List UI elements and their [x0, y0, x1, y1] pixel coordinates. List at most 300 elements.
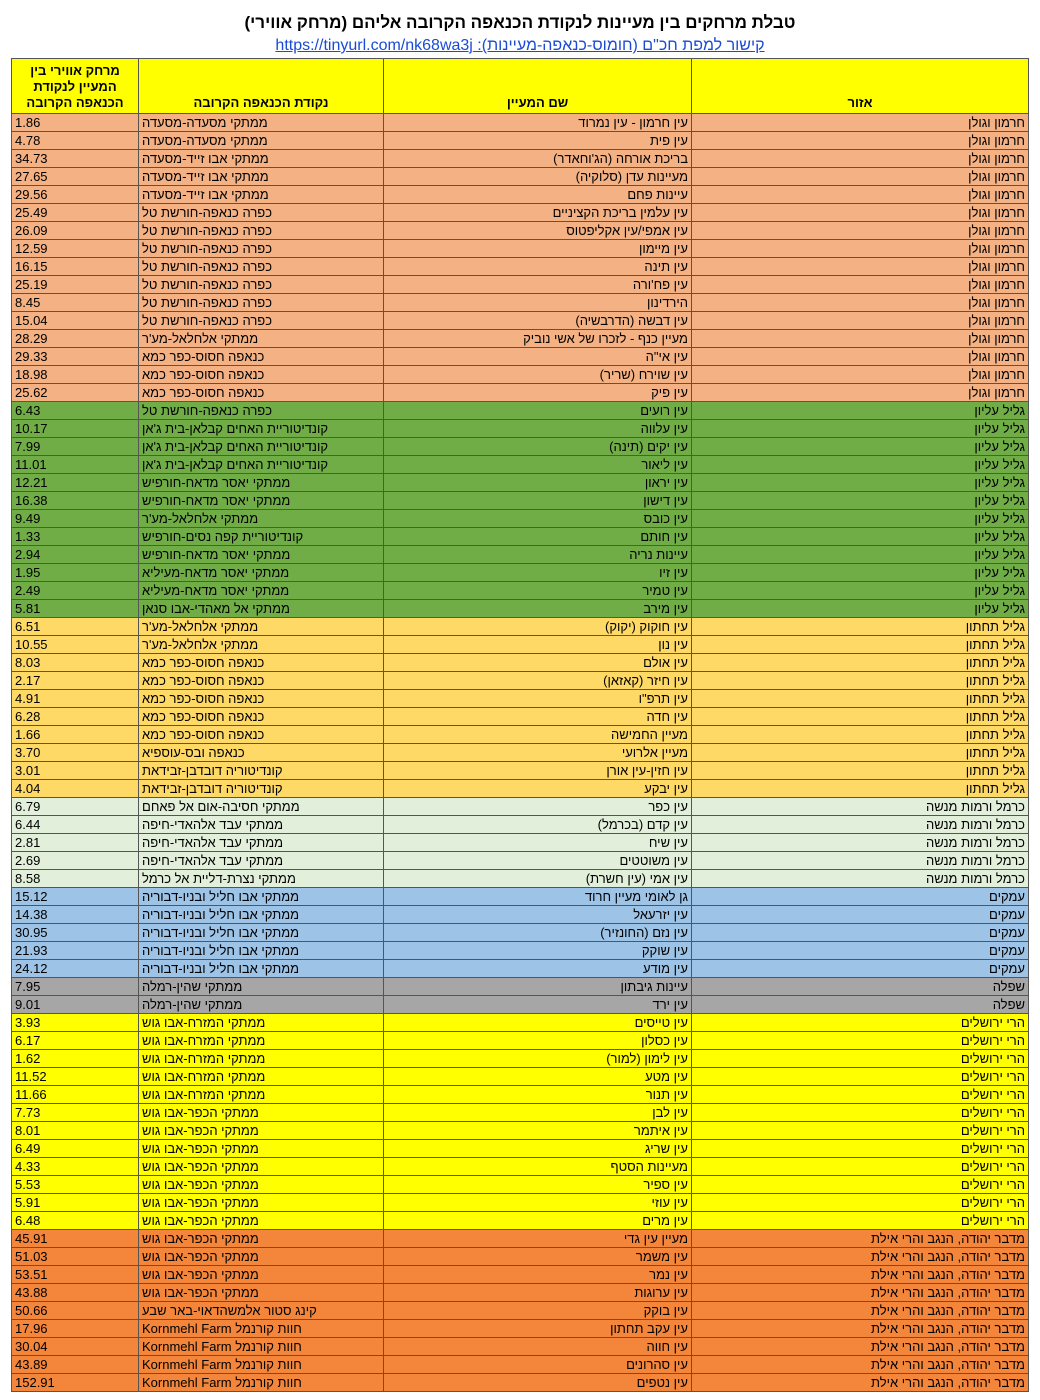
knafeh-point-cell: ממתקי יאסר מדאח-מעיליא	[139, 582, 384, 600]
distance-cell: 24.12	[12, 960, 139, 978]
knafeh-point-cell: ממתקי שהין-רמלה	[139, 978, 384, 996]
distance-cell: 5.91	[12, 1194, 139, 1212]
table-row	[12, 1356, 1029, 1374]
distance-cell: 50.66	[12, 1302, 139, 1320]
knafeh-point-cell: כפרה כנאפה-חורשת טל	[139, 276, 384, 294]
table-row	[12, 402, 1029, 420]
distance-cell: 6.43	[12, 402, 139, 420]
distance-cell: 2.49	[12, 582, 139, 600]
distance-cell: 53.51	[12, 1266, 139, 1284]
knafeh-point-cell: כנאפה חסוס-כפר כמא	[139, 654, 384, 672]
knafeh-point-cell: ממתקי יאסר מדאח-חורפיש	[139, 474, 384, 492]
distance-cell: 4.78	[12, 132, 139, 150]
region-cell: חרמון וגולן	[692, 222, 1029, 240]
knafeh-point-cell: כנאפה חסוס-כפר כמא	[139, 384, 384, 402]
spring-name-cell: עין נמר	[384, 1266, 692, 1284]
distance-cell: 16.15	[12, 258, 139, 276]
knafeh-point-cell: קונדיטוריה דובדבן-זבידאת	[139, 780, 384, 798]
region-cell: גליל עליון	[692, 510, 1029, 528]
spring-name-cell: עין נון	[384, 636, 692, 654]
spring-name-cell: עין ספיר	[384, 1176, 692, 1194]
table-row	[12, 1212, 1029, 1230]
region-cell: מדבר יהודה, הנגב והרי אילת	[692, 1248, 1029, 1266]
distance-cell: 25.62	[12, 384, 139, 402]
distance-cell: 11.52	[12, 1068, 139, 1086]
distance-cell: 4.91	[12, 690, 139, 708]
spring-name-cell: עין אמי (עין חשרת)	[384, 870, 692, 888]
table-row	[12, 240, 1029, 258]
table-row	[12, 528, 1029, 546]
table-row	[12, 798, 1029, 816]
knafeh-point-cell: כנאפה חסוס-כפר כמא	[139, 348, 384, 366]
knafeh-point-cell: כפרה כנאפה-חורשת טל	[139, 258, 384, 276]
table-row	[12, 546, 1029, 564]
region-cell: כרמל ורמות מנשה	[692, 834, 1029, 852]
knafeh-point-cell: ממתקי אל מאהדי-אבו סנאן	[139, 600, 384, 618]
distance-table	[11, 58, 1029, 1392]
region-cell: הרי ירושלים	[692, 1212, 1029, 1230]
region-cell: גליל תחתון	[692, 654, 1029, 672]
table-row	[12, 258, 1029, 276]
spring-name-cell: עין כובס	[384, 510, 692, 528]
page-title: טבלת מרחקים בין מעיינות לנקודת הכנאפה הקרובה אליהם (מרחק אווירי)	[244, 13, 796, 32]
region-cell: חרמון וגולן	[692, 204, 1029, 222]
region-cell: גליל עליון	[692, 492, 1029, 510]
distance-cell: 9.49	[12, 510, 139, 528]
spring-name-cell: מעיין החמישה	[384, 726, 692, 744]
knafeh-point-cell: ממתקי הכפר-אבו גוש	[139, 1194, 384, 1212]
knafeh-point-cell: ממתקי אבו זייד-מסעדה	[139, 168, 384, 186]
spring-name-cell: עין חווה	[384, 1338, 692, 1356]
table-row	[12, 312, 1029, 330]
region-cell: גליל עליון	[692, 438, 1029, 456]
table-row	[12, 978, 1029, 996]
region-cell: חרמון וגולן	[692, 348, 1029, 366]
spring-name-cell: עין שיח	[384, 834, 692, 852]
knafeh-point-cell: ממתקי הכפר-אבו גוש	[139, 1158, 384, 1176]
table-row	[12, 1284, 1029, 1302]
spring-name-cell: עין שריג	[384, 1140, 692, 1158]
spring-name-cell: עין מודע	[384, 960, 692, 978]
spring-name-cell: עין טמיר	[384, 582, 692, 600]
region-cell: כרמל ורמות מנשה	[692, 852, 1029, 870]
spring-name-cell: עין עקב תחתון	[384, 1320, 692, 1338]
knafeh-point-cell: ממתקי הכפר-אבו גוש	[139, 1284, 384, 1302]
map-link[interactable]: קישור למפת חכ"ם (חומוס-כנאפה-מעיינות): https://tinyurl.com/nk68wa3j	[275, 37, 765, 54]
knafeh-point-cell: ממתקי יאסר מדאח-חורפיש	[139, 492, 384, 510]
table-row	[12, 132, 1029, 150]
distance-cell: 1.62	[12, 1050, 139, 1068]
distance-cell: 9.01	[12, 996, 139, 1014]
table-row	[12, 492, 1029, 510]
spring-name-cell: עין כפר	[384, 798, 692, 816]
knafeh-point-cell: חוות קורנמל Kornmehl Farm	[139, 1356, 384, 1374]
distance-cell: 3.93	[12, 1014, 139, 1032]
table-row	[12, 294, 1029, 312]
spring-name-cell: עין מטע	[384, 1068, 692, 1086]
distance-cell: 2.81	[12, 834, 139, 852]
spring-name-cell: עין אי"ה	[384, 348, 692, 366]
table-row	[12, 330, 1029, 348]
table-row	[12, 726, 1029, 744]
spring-name-cell: עין דישון	[384, 492, 692, 510]
region-cell: גליל תחתון	[692, 780, 1029, 798]
region-cell: מדבר יהודה, הנגב והרי אילת	[692, 1320, 1029, 1338]
spring-name-cell: עין איתמר	[384, 1122, 692, 1140]
table-row	[12, 744, 1029, 762]
distance-cell: 16.38	[12, 492, 139, 510]
distance-cell: 17.96	[12, 1320, 139, 1338]
region-cell: חרמון וגולן	[692, 384, 1029, 402]
knafeh-point-cell: ממתקי המזרח-אבו גוש	[139, 1050, 384, 1068]
knafeh-point-cell: ממתקי אבו חליל ובניו-דבוריה	[139, 906, 384, 924]
distance-cell: 11.66	[12, 1086, 139, 1104]
spring-name-cell: עיינות פחם	[384, 186, 692, 204]
distance-cell: 6.51	[12, 618, 139, 636]
knafeh-point-cell: ממתקי אבו חליל ובניו-דבוריה	[139, 888, 384, 906]
knafeh-point-cell: ממתקי הכפר-אבו גוש	[139, 1212, 384, 1230]
spring-name-cell: עין דבשה (הדרבשיה)	[384, 312, 692, 330]
table-row	[12, 438, 1029, 456]
region-cell: הרי ירושלים	[692, 1140, 1029, 1158]
knafeh-point-cell: ממתקי המזרח-אבו גוש	[139, 1086, 384, 1104]
distance-cell: 3.70	[12, 744, 139, 762]
distance-cell: 7.73	[12, 1104, 139, 1122]
region-cell: גליל תחתון	[692, 726, 1029, 744]
distance-cell: 8.03	[12, 654, 139, 672]
knafeh-point-cell: כנאפה חסוס-כפר כמא	[139, 690, 384, 708]
region-cell: גליל תחתון	[692, 744, 1029, 762]
region-cell: גליל עליון	[692, 582, 1029, 600]
knafeh-point-cell: ממתקי יאסר מדאח-חורפיש	[139, 546, 384, 564]
table-row	[12, 1320, 1029, 1338]
knafeh-point-cell: ממתקי אלחלאל-מע'ר	[139, 618, 384, 636]
table-row	[12, 114, 1029, 132]
distance-cell: 15.12	[12, 888, 139, 906]
spring-name-cell: עין חזין-עין אורן	[384, 762, 692, 780]
spring-name-cell: עין זיו	[384, 564, 692, 582]
distance-cell: 6.48	[12, 1212, 139, 1230]
region-cell: כרמל ורמות מנשה	[692, 798, 1029, 816]
spring-name-cell: עין משוטטים	[384, 852, 692, 870]
spring-name-cell: עין ירד	[384, 996, 692, 1014]
distance-cell: 12.21	[12, 474, 139, 492]
table-row	[12, 1194, 1029, 1212]
region-cell: גליל תחתון	[692, 762, 1029, 780]
table-row	[12, 1068, 1029, 1086]
column-header-spring: שם המעיין	[384, 59, 692, 114]
knafeh-point-cell: ממתקי עבד אלהאדי-חיפה	[139, 816, 384, 834]
region-cell: מדבר יהודה, הנגב והרי אילת	[692, 1266, 1029, 1284]
distance-cell: 27.65	[12, 168, 139, 186]
knafeh-point-cell: חוות קורנמל Kornmehl Farm	[139, 1338, 384, 1356]
distance-cell: 12.59	[12, 240, 139, 258]
table-row	[12, 888, 1029, 906]
spring-name-cell: מעיין אלרועי	[384, 744, 692, 762]
knafeh-point-cell: ממתקי אבו חליל ובניו-דבוריה	[139, 942, 384, 960]
distance-cell: 14.38	[12, 906, 139, 924]
column-header-distance: מרחק אווירי בין המעיין לנקודת הכנאפה הקרובה	[12, 59, 139, 114]
table-body	[12, 114, 1029, 1392]
region-cell: חרמון וגולן	[692, 168, 1029, 186]
distance-cell: 29.56	[12, 186, 139, 204]
region-cell: חרמון וגולן	[692, 150, 1029, 168]
region-cell: חרמון וגולן	[692, 294, 1029, 312]
distance-cell: 1.95	[12, 564, 139, 582]
region-cell: חרמון וגולן	[692, 330, 1029, 348]
knafeh-point-cell: ממתקי אלחלאל-מע'ר	[139, 636, 384, 654]
knafeh-point-cell: ממתקי יאסר מדאח-מעיליא	[139, 564, 384, 582]
table-row	[12, 618, 1029, 636]
spring-name-cell: הירדינון	[384, 294, 692, 312]
spring-name-cell: עין יזרעאל	[384, 906, 692, 924]
distance-cell: 4.33	[12, 1158, 139, 1176]
region-cell: הרי ירושלים	[692, 1158, 1029, 1176]
table-row	[12, 870, 1029, 888]
region-cell: חרמון וגולן	[692, 186, 1029, 204]
knafeh-point-cell: כפרה כנאפה-חורשת טל	[139, 222, 384, 240]
distance-cell: 6.28	[12, 708, 139, 726]
knafeh-point-cell: כנאפה חסוס-כפר כמא	[139, 726, 384, 744]
spring-name-cell: גן לאומי מעיין חרוד	[384, 888, 692, 906]
spring-name-cell: מעיין כנף - לזכרו של אשי נוביק	[384, 330, 692, 348]
table-row	[12, 222, 1029, 240]
distance-cell: 10.17	[12, 420, 139, 438]
spring-name-cell: עין חותם	[384, 528, 692, 546]
region-cell: גליל עליון	[692, 402, 1029, 420]
spring-name-cell: עין נזם (החונזיר)	[384, 924, 692, 942]
spring-name-cell: עין חדה	[384, 708, 692, 726]
region-cell: חרמון וגולן	[692, 312, 1029, 330]
spring-name-cell: עין רועים	[384, 402, 692, 420]
region-cell: גליל עליון	[692, 474, 1029, 492]
region-cell: גליל עליון	[692, 600, 1029, 618]
spring-name-cell: עין תרפ"ו	[384, 690, 692, 708]
spring-name-cell: עין יקים (תינה)	[384, 438, 692, 456]
spring-name-cell: עין סהרונים	[384, 1356, 692, 1374]
table-row	[12, 564, 1029, 582]
knafeh-point-cell: ממתקי מסעדה-מסעדה	[139, 114, 384, 132]
knafeh-point-cell: ממתקי אבו זייד-מסעדה	[139, 150, 384, 168]
spring-name-cell: עין אמפי/עין אקליפטוס	[384, 222, 692, 240]
region-cell: מדבר יהודה, הנגב והרי אילת	[692, 1302, 1029, 1320]
distance-cell: 45.91	[12, 1230, 139, 1248]
spring-name-cell: עין עוזי	[384, 1194, 692, 1212]
table-row	[12, 186, 1029, 204]
knafeh-point-cell: ממתקי נצרת-דליית אל כרמל	[139, 870, 384, 888]
distance-cell: 3.01	[12, 762, 139, 780]
table-row	[12, 456, 1029, 474]
spring-name-cell: עין פית	[384, 132, 692, 150]
table-row	[12, 1302, 1029, 1320]
knafeh-point-cell: ממתקי הכפר-אבו גוש	[139, 1140, 384, 1158]
table-row	[12, 1122, 1029, 1140]
distance-cell: 6.17	[12, 1032, 139, 1050]
distance-cell: 7.99	[12, 438, 139, 456]
knafeh-point-cell: כנאפה ובס-עוספיא	[139, 744, 384, 762]
spring-name-cell: עין חרמון - עין נמרוד	[384, 114, 692, 132]
knafeh-point-cell: קונדיטוריה דובדבן-זבידאת	[139, 762, 384, 780]
table-row	[12, 204, 1029, 222]
distance-cell: 29.33	[12, 348, 139, 366]
knafeh-point-cell: כנאפה חסוס-כפר כמא	[139, 672, 384, 690]
region-cell: כרמל ורמות מנשה	[692, 870, 1029, 888]
region-cell: הרי ירושלים	[692, 1122, 1029, 1140]
spring-name-cell: בריכת אורחה (הג'וחאדר)	[384, 150, 692, 168]
knafeh-point-cell: ממתקי הכפר-אבו גוש	[139, 1176, 384, 1194]
table-row	[12, 348, 1029, 366]
distance-cell: 30.95	[12, 924, 139, 942]
knafeh-point-cell: ממתקי המזרח-אבו גוש	[139, 1032, 384, 1050]
spring-name-cell: עין משמר	[384, 1248, 692, 1266]
region-cell: הרי ירושלים	[692, 1068, 1029, 1086]
table-row	[12, 672, 1029, 690]
table-row	[12, 1140, 1029, 1158]
region-cell: גליל עליון	[692, 456, 1029, 474]
table-row	[12, 852, 1029, 870]
spring-name-cell: עין כסלון	[384, 1032, 692, 1050]
knafeh-point-cell: כפרה כנאפה-חורשת טל	[139, 312, 384, 330]
spring-name-cell: מעיינות הסטף	[384, 1158, 692, 1176]
knafeh-point-cell: קינג סטור אלמשהדאוי-באר שבע	[139, 1302, 384, 1320]
knafeh-point-cell: ממתקי אלחלאל-מע'ר	[139, 510, 384, 528]
region-cell: גליל עליון	[692, 564, 1029, 582]
spring-name-cell: עין תינה	[384, 258, 692, 276]
table-row	[12, 1374, 1029, 1392]
distance-cell: 18.98	[12, 366, 139, 384]
spring-name-cell: מעיינות עדן (סלוקיה)	[384, 168, 692, 186]
knafeh-point-cell: קונדיטוריית האחים קבלאן-בית ג'אן	[139, 420, 384, 438]
distance-cell: 1.33	[12, 528, 139, 546]
knafeh-point-cell: קונדיטוריית האחים קבלאן-בית ג'אן	[139, 438, 384, 456]
region-cell: עמקים	[692, 942, 1029, 960]
spring-name-cell: עין קדם (בכרמל)	[384, 816, 692, 834]
spring-name-cell: עין שוירח (שריר)	[384, 366, 692, 384]
table-row	[12, 1050, 1029, 1068]
table-row	[12, 942, 1029, 960]
spring-name-cell: עין שוקק	[384, 942, 692, 960]
knafeh-point-cell: ממתקי אבו זייד-מסעדה	[139, 186, 384, 204]
spring-name-cell: עין לימון (למור)	[384, 1050, 692, 1068]
spring-name-cell: עין פח'ורה	[384, 276, 692, 294]
region-cell: עמקים	[692, 960, 1029, 978]
table-row	[12, 1014, 1029, 1032]
distance-cell: 8.01	[12, 1122, 139, 1140]
distance-cell: 7.95	[12, 978, 139, 996]
distance-cell: 43.89	[12, 1356, 139, 1374]
spring-name-cell: עין מיימון	[384, 240, 692, 258]
knafeh-point-cell: ממתקי חסיבה-אום אל פאחם	[139, 798, 384, 816]
table-row	[12, 420, 1029, 438]
table-row	[12, 816, 1029, 834]
knafeh-point-cell: ממתקי הכפר-אבו גוש	[139, 1122, 384, 1140]
table-row	[12, 924, 1029, 942]
region-cell: גליל עליון	[692, 546, 1029, 564]
region-cell: חרמון וגולן	[692, 258, 1029, 276]
table-row	[12, 366, 1029, 384]
table-row	[12, 780, 1029, 798]
table-row	[12, 690, 1029, 708]
knafeh-point-cell: ממתקי אבו חליל ובניו-דבוריה	[139, 924, 384, 942]
region-cell: גליל תחתון	[692, 690, 1029, 708]
distance-cell: 8.58	[12, 870, 139, 888]
region-cell: מדבר יהודה, הנגב והרי אילת	[692, 1338, 1029, 1356]
spring-name-cell: עין יבקע	[384, 780, 692, 798]
spring-name-cell: עין מירב	[384, 600, 692, 618]
distance-cell: 6.44	[12, 816, 139, 834]
spring-name-cell: עין פיק	[384, 384, 692, 402]
knafeh-point-cell: כפרה כנאפה-חורשת טל	[139, 204, 384, 222]
knafeh-point-cell: חוות קורנמל Kornmehl Farm	[139, 1320, 384, 1338]
knafeh-point-cell: כפרה כנאפה-חורשת טל	[139, 402, 384, 420]
distance-cell: 25.19	[12, 276, 139, 294]
table-row	[12, 582, 1029, 600]
table-row	[12, 1158, 1029, 1176]
knafeh-point-cell: ממתקי הכפר-אבו גוש	[139, 1104, 384, 1122]
spring-name-cell: עין מרים	[384, 1212, 692, 1230]
region-cell: הרי ירושלים	[692, 1032, 1029, 1050]
region-cell: גליל תחתון	[692, 618, 1029, 636]
spring-name-cell: עין יראון	[384, 474, 692, 492]
region-cell: מדבר יהודה, הנגב והרי אילת	[692, 1374, 1029, 1392]
knafeh-point-cell: קונדיטוריית האחים קבלאן-בית ג'אן	[139, 456, 384, 474]
region-cell: שפלה	[692, 978, 1029, 996]
table-row	[12, 1032, 1029, 1050]
spring-name-cell: עין לבן	[384, 1104, 692, 1122]
distance-cell: 30.04	[12, 1338, 139, 1356]
table-row	[12, 1230, 1029, 1248]
table-row	[12, 1176, 1029, 1194]
region-cell: הרי ירושלים	[692, 1104, 1029, 1122]
region-cell: חרמון וגולן	[692, 366, 1029, 384]
region-cell: עמקים	[692, 924, 1029, 942]
spring-name-cell: מעיין עין גדי	[384, 1230, 692, 1248]
table-row	[12, 762, 1029, 780]
region-cell: גליל תחתון	[692, 708, 1029, 726]
region-cell: עמקים	[692, 888, 1029, 906]
knafeh-point-cell: כנאפה חסוס-כפר כמא	[139, 366, 384, 384]
region-cell: מדבר יהודה, הנגב והרי אילת	[692, 1356, 1029, 1374]
knafeh-point-cell: ממתקי המזרח-אבו גוש	[139, 1068, 384, 1086]
table-row	[12, 1338, 1029, 1356]
spring-name-cell: עיינות גיבתון	[384, 978, 692, 996]
knafeh-point-cell: כנאפה חסוס-כפר כמא	[139, 708, 384, 726]
table-row	[12, 600, 1029, 618]
distance-cell: 152.91	[12, 1374, 139, 1392]
distance-cell: 6.79	[12, 798, 139, 816]
table-row	[12, 996, 1029, 1014]
region-cell: מדבר יהודה, הנגב והרי אילת	[692, 1230, 1029, 1248]
distance-cell: 2.94	[12, 546, 139, 564]
region-cell: חרמון וגולן	[692, 276, 1029, 294]
table-row	[12, 1104, 1029, 1122]
distance-cell: 2.17	[12, 672, 139, 690]
distance-cell: 51.03	[12, 1248, 139, 1266]
table-row	[12, 150, 1029, 168]
distance-cell: 15.04	[12, 312, 139, 330]
knafeh-point-cell: ממתקי הכפר-אבו גוש	[139, 1266, 384, 1284]
region-cell: כרמל ורמות מנשה	[692, 816, 1029, 834]
distance-cell: 26.09	[12, 222, 139, 240]
knafeh-point-cell: כפרה כנאפה-חורשת טל	[139, 240, 384, 258]
spring-name-cell: עין בוקק	[384, 1302, 692, 1320]
distance-cell: 4.04	[12, 780, 139, 798]
distance-cell: 10.55	[12, 636, 139, 654]
spring-name-cell: עין ערוגות	[384, 1284, 692, 1302]
spring-name-cell: עין תנור	[384, 1086, 692, 1104]
distance-cell: 6.49	[12, 1140, 139, 1158]
region-cell: מדבר יהודה, הנגב והרי אילת	[692, 1284, 1029, 1302]
